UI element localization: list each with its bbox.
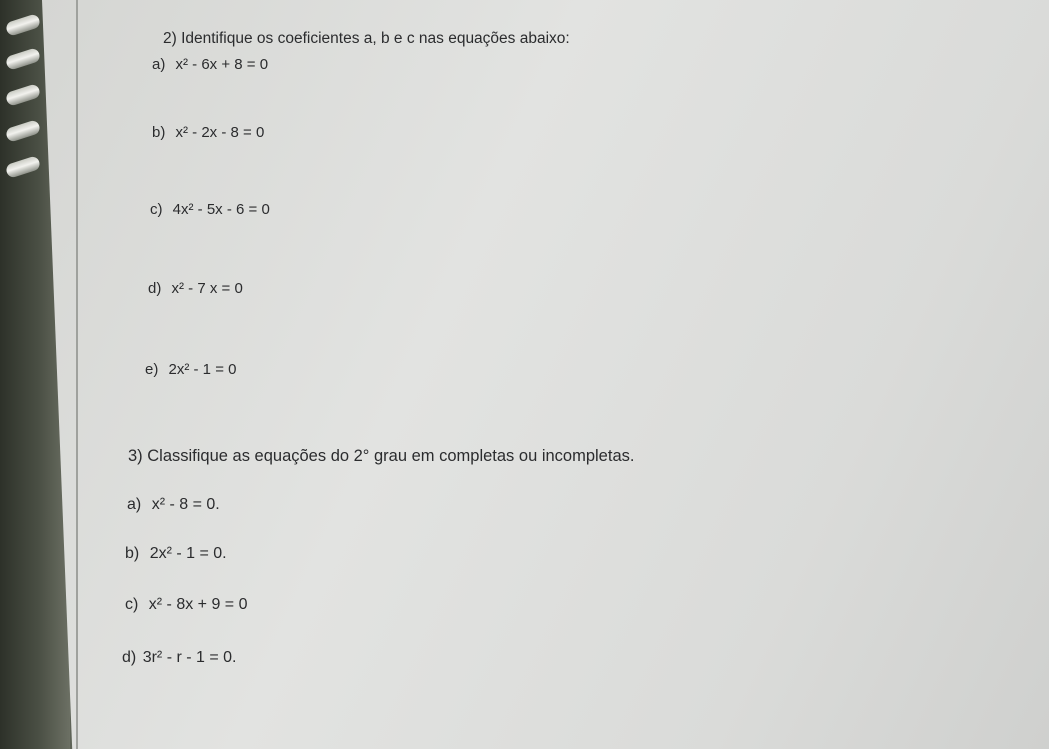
question-2-title: 2) Identifique os coeficientes a, b e c nas equações abaixo: (163, 30, 570, 47)
question-2-item-a (152, 56, 268, 73)
question-3-item-a (127, 496, 220, 514)
equation: 4x² - 5x - 6 = 0 (172, 201, 270, 218)
binding-ring (5, 47, 42, 71)
question-3-title: 3) Classifique as equações do 2° grau em completas ou incompletas. (128, 447, 635, 465)
question-3-item-d (122, 649, 236, 667)
binding-ring (5, 119, 42, 143)
equation: x² - 2x - 8 = 0 (175, 124, 265, 141)
question-3-item-b (125, 545, 227, 563)
item-label: d) (122, 649, 137, 666)
item-label: a) (127, 496, 142, 513)
item-label: e) (145, 361, 159, 378)
binding-ring (5, 155, 42, 179)
equation: x² - 8 = 0. (151, 496, 220, 513)
equation: x² - 6x + 8 = 0 (175, 56, 269, 73)
binding-ring (5, 13, 42, 37)
item-label: b) (152, 124, 166, 141)
margin-line (76, 0, 78, 749)
question-2-item-e (145, 361, 236, 378)
equation: x² - 7 x = 0 (171, 280, 243, 297)
item-label: d) (148, 280, 162, 297)
equation: x² - 8x + 9 = 0 (148, 596, 248, 613)
question-3-item-c (125, 596, 248, 614)
item-label: c) (125, 596, 139, 613)
item-label: c) (150, 201, 163, 218)
question-2-item-d (148, 280, 243, 297)
question-2-item-b (152, 124, 264, 141)
binding-ring (5, 83, 42, 107)
equation: 3r² - r - 1 = 0. (142, 649, 237, 666)
item-label: b) (125, 545, 140, 562)
item-label: a) (152, 56, 166, 73)
equation: 2x² - 1 = 0 (168, 361, 237, 378)
equation: 2x² - 1 = 0. (149, 545, 227, 562)
question-2-item-c (150, 201, 270, 218)
